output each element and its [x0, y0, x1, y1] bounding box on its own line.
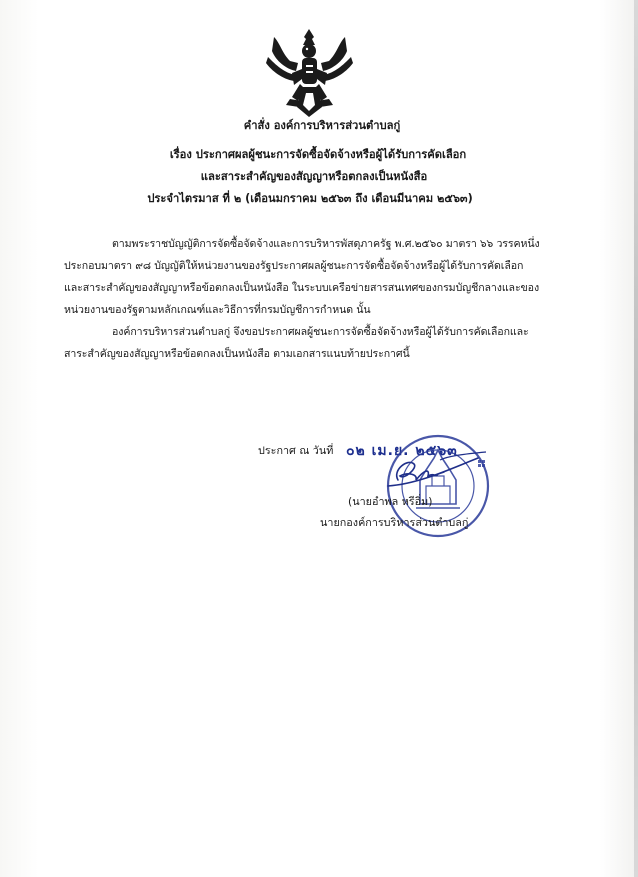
paragraph-1-line-4: หน่วยงานของรัฐตามหลักเกณฑ์และวิธีการที่กรมบัญชีการกำหนด นั้น — [64, 304, 371, 316]
garuda-emblem-icon — [262, 27, 357, 119]
page-edge — [634, 0, 638, 877]
document-heading: คำสั่ง องค์การบริหารส่วนตำบลกู่ — [243, 119, 401, 132]
announce-label: ประกาศ ณ วันที่ — [258, 444, 334, 457]
paragraph-2-line-2: สาระสำคัญของสัญญาหรือข้อตกลงเป็นหนังสือ ตามเอกสารแนบท้ายประกาศนี้ — [64, 348, 410, 360]
subject-line-2: และสาระสำคัญของสัญญาหรือตกลงเป็นหนังสือ — [200, 170, 428, 183]
paragraph-2-line-1: องค์การบริหารส่วนตำบลกู่ จึงขอประกาศผลผู้ชนะการจัดซื้อจัดจ้างหรือผู้ได้รับการคัดเลือกและ — [112, 326, 529, 338]
paragraph-1-line-2: ประกอบมาตรา ๙๘ บัญญัติให้หน่วยงานของรัฐประกาศผลผู้ชนะการจัดซื้อจัดจ้างหรือผู้ได้รับการคัดเลือก — [64, 260, 524, 272]
subject-line-1: เรื่อง ประกาศผลผู้ชนะการจัดซื้อจัดจ้างหรือผู้ได้รับการคัดเลือก — [169, 148, 467, 161]
signer-title: นายกองค์การบริหารส่วนตำบลกู่ — [320, 516, 469, 529]
handwritten-signature — [378, 450, 488, 495]
paragraph-1-line-3: และสาระสำคัญของสัญญาหรือข้อตกลงเป็นหนังสือ ในระบบเครือข่ายสารสนเทศของกรมบัญชีกลางและของ — [64, 282, 540, 294]
paragraph-1-line-1: ตามพระราชบัญญัติการจัดซื้อจัดจ้างและการบริหารพัสดุภาครัฐ พ.ศ.๒๕๖๐ มาตรา ๖๖ วรรคหนึ่ง — [112, 238, 540, 250]
date-stamp: ๐๒ เม.ย. ๒๕๖๓ — [346, 443, 458, 459]
subject-line-3: ประจำไตรมาส ที่ ๒ (เดือนมกราคม ๒๕๖๓ ถึง เดือนมีนาคม ๒๕๖๓) — [147, 192, 473, 205]
signer-name: (นายอำพล หรีอิ่ม) — [348, 495, 433, 508]
